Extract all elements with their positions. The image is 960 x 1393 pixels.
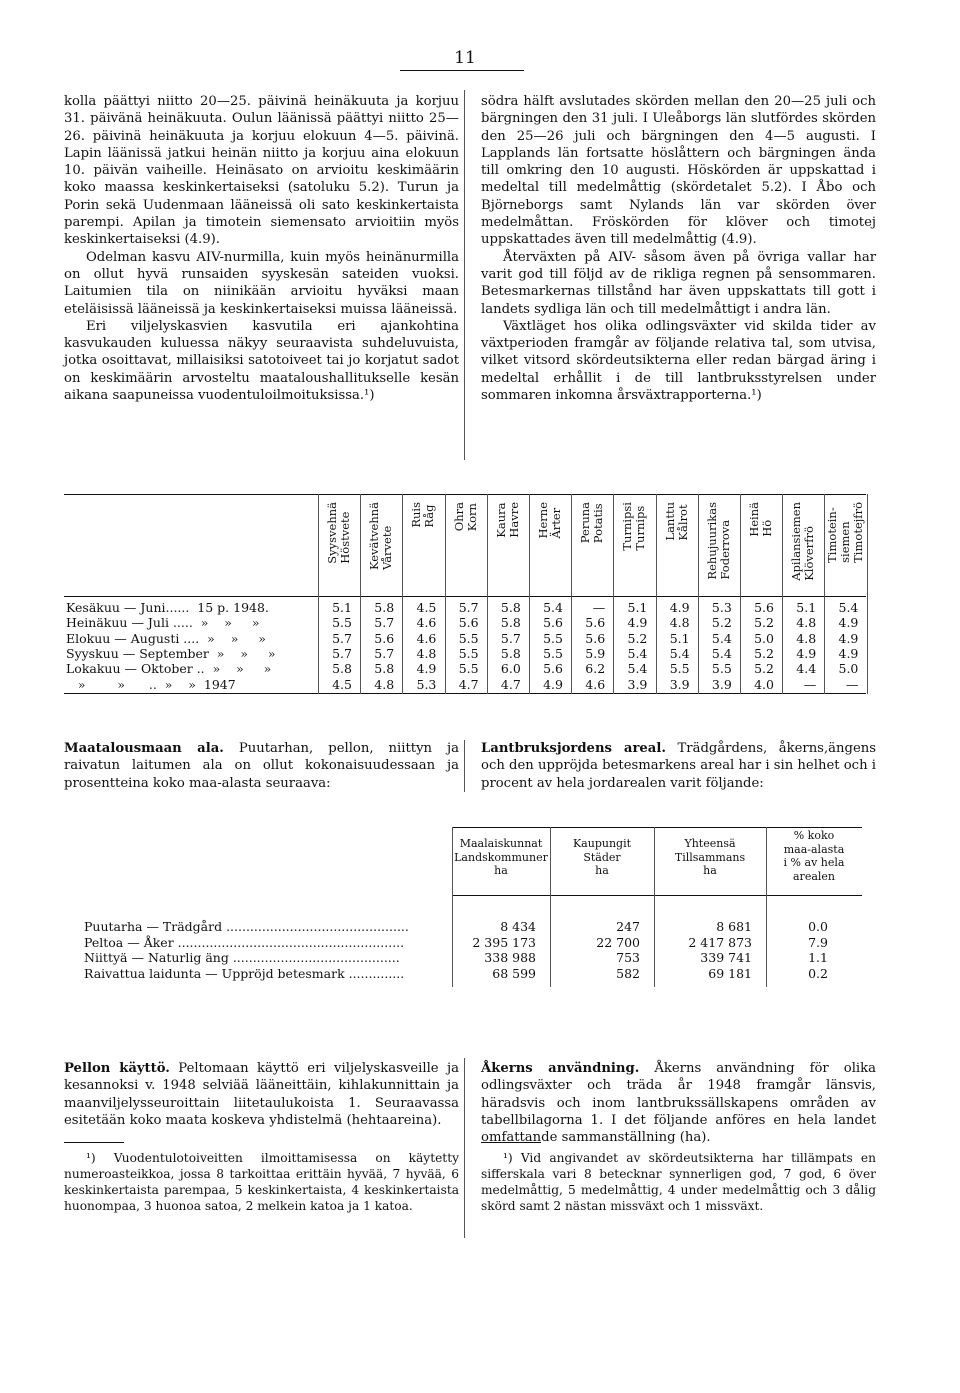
- row-label: Syyskuu — September » » »: [66, 645, 276, 661]
- header-rule: [400, 70, 524, 71]
- table-cell: 3.9: [669, 676, 690, 692]
- column-header-label: Kevätvehnä Vårvete: [367, 502, 395, 571]
- table-cell: —: [845, 676, 859, 692]
- table-cell: 247: [616, 919, 640, 934]
- footnote-rule: [64, 1142, 124, 1143]
- table-cell: 5.7: [458, 600, 479, 615]
- table-cell: 5.0: [754, 630, 774, 646]
- table-cell: 5.5: [458, 661, 479, 677]
- table-cell: 5.7: [374, 615, 395, 631]
- harvest-condition-table: [64, 494, 866, 694]
- column-header-label: Turnipsi Turnips: [620, 502, 648, 551]
- row-label: » » .. » » 1947: [66, 676, 236, 692]
- column-header: [699, 502, 739, 590]
- table-cell: 5.1: [669, 630, 690, 646]
- table-cell: 5.2: [627, 630, 648, 646]
- table-cell: 4.8: [374, 676, 395, 692]
- table-cell: 8 434: [500, 919, 536, 934]
- table-cell: 5.4: [711, 645, 732, 661]
- table-cell: 4.5: [416, 600, 437, 615]
- table-cell: 5.2: [754, 645, 774, 661]
- table-cell: 5.7: [374, 645, 395, 661]
- swedish-paragraph: södra hälft avslutades skörden mellan den 20—25 juli och bärgningen den 31 juli. I Uleåborgs län slutfördes skörden den 25—26 juli och bärgningen den 4—5 augusti. I Lapplands län fortsatte höslåttern och bärgningen ända till omkring den 10 augusti. Höskörden är uppskattad i medeltal till medelmåttig (skördetalet 5.2). I Åbo och Björneborgs samt Nylands län var skörden över medelmåttan. Fröskörden för klöver och timotej uppskattades även till medelmåttig (4.9).: [481, 94, 876, 248]
- usage-section-swedish: [481, 1060, 876, 1146]
- table-cell: 5.6: [374, 630, 395, 646]
- table-cell: 5.6: [543, 615, 563, 631]
- table-top-rule: [64, 494, 866, 495]
- table-cell: 4.6: [416, 630, 437, 646]
- table-cell: 5.5: [669, 661, 690, 677]
- area-text-sv: Trädgårdens, åkerns,ängens och den uppröjda betesmarkens areal har i sin helhet och i procent av hela jordarealen varit följande:: [481, 741, 877, 791]
- table-cell: 3.9: [627, 676, 648, 692]
- usage-heading-fi: Pellon käyttö.: [64, 1061, 170, 1076]
- table-cell: 5.8: [500, 645, 521, 661]
- swedish-paragraph: Återväxten på AIV- såsom även på övriga vallar har varit god till följd av de rikliga regnen på sensommaren. Betesmarkernas tillstånd har även uppskattats till gott i landets sydliga län och till medelmåttigt i andra län.: [481, 249, 876, 317]
- area-heading-sv: Lantbruksjordens areal.: [481, 741, 666, 756]
- table-cell: 4.8: [416, 645, 437, 661]
- table-cell: 22 700: [596, 934, 640, 950]
- column-header: [614, 502, 654, 590]
- column-header: [572, 502, 612, 590]
- table-cell: 753: [616, 950, 640, 965]
- row-label: Kesäkuu — Juni...... 15 p. 1948.: [66, 600, 269, 615]
- table-cell: 5.4: [711, 630, 732, 646]
- table-cell: 5.2: [754, 661, 774, 677]
- table-cell: 4.9: [669, 600, 690, 615]
- column-header-label: Syysvehnä Höstvete: [325, 502, 352, 564]
- finnish-paragraph: kolla päättyi niitto 20—25. päivinä heinäkuuta ja korjuu 31. päivänä heinäkuuta. Oulun läänissä päättyi niitto 25—26. päivinä heinäkuuta ja korjuu elokuun 4—5. päivinä. Lapin läänissä jatkui heinän niitto ja korjuu aina elokuun 10. päivän vaiheille. Heinäsato on arvioitu keskimäärin koko maassa keskinkertaiseksi (satoluku 5.2). Turun ja Porin sekä Uudenmaan lääneissä oli sato keskinkertaista parempi. Apilan ja timotein siemensato arvioitiin myös keskinkertaiseksi (4.9).: [64, 94, 459, 248]
- table-cell: 5.7: [332, 630, 352, 646]
- column-header-label: Lanttu Kålrot: [662, 502, 690, 541]
- table-cell: 2 417 873: [688, 934, 752, 950]
- table-cell: 5.4: [838, 600, 859, 615]
- table-cell: 5.7: [500, 630, 521, 646]
- table-cell: 5.5: [543, 630, 563, 646]
- table-cell: 4.5: [332, 676, 352, 692]
- table-cell: 4.9: [838, 645, 859, 661]
- row-label: Niittyä — Naturlig äng ..........................................: [84, 950, 400, 965]
- table-header-rule: [64, 596, 866, 597]
- column-header: [825, 502, 865, 590]
- column-header: Maalaiskunnat Landskommuner ha: [454, 837, 548, 877]
- table-cell: 5.5: [332, 615, 352, 631]
- table-cell: 5.9: [585, 645, 606, 661]
- usage-text-fi: Peltomaan käyttö eri viljelyskasveille ja kesannoksi v. 1948 selviää lääneittäin, kihlakunnittain ja maanviljelysseuroittain liitetaulukoista 1. Seuraavassa esitetään koko maata koskeva yhdistelmä (hehtaareina).: [64, 1061, 459, 1128]
- table-cell: 5.6: [585, 630, 606, 646]
- table-cell: 5.7: [332, 645, 352, 661]
- table-cell: 5.1: [332, 600, 352, 615]
- area-section-finnish: [64, 740, 459, 792]
- area-text-fi: Puutarhan, pellon, niittyn ja raivatun laitumen ala on ollut kokonaisuudessaan ja prosentteina koko maa-alasta seuraava:: [64, 741, 459, 791]
- table-cell: 2 395 173: [472, 934, 536, 950]
- column-header-label: Rehujuurikas Foderrova: [704, 502, 732, 580]
- table-cell: 4.9: [416, 661, 437, 677]
- table-cell: 4.8: [796, 630, 817, 646]
- table-cell: 4.9: [838, 630, 859, 646]
- finnish-intro-column: [64, 93, 459, 404]
- table-cell: 4.4: [796, 661, 817, 677]
- table-cell: 1.1: [808, 950, 828, 965]
- table-column-divider: [867, 494, 868, 694]
- column-header: [657, 502, 697, 590]
- footnote-sv-text: ¹) Vid angivandet av skördeutsikterna har tillämpats en sifferskala vari 8 betecknar synnerligen god, 7 god, 6 över medelmåttig, 5 medelmåttig, 4 under medelmåttig och 3 dålig skörd samt 2 nästan missväxt och 1 missväxt.: [481, 1151, 876, 1213]
- column-header: [741, 502, 781, 590]
- table-cell: 4.7: [458, 676, 479, 692]
- table-bottom-rule: [64, 693, 866, 694]
- column-header-label: Kaura Havre: [493, 502, 521, 538]
- column-header: [530, 502, 570, 590]
- usage-heading-sv: Åkerns användning.: [481, 1061, 640, 1076]
- table-cell: 5.3: [416, 676, 437, 692]
- table-cell: —: [803, 676, 817, 692]
- table-cell: 5.4: [543, 600, 563, 615]
- table-cell: 5.4: [627, 661, 648, 677]
- table-cell: 4.9: [543, 676, 563, 692]
- table-cell: 5.6: [543, 661, 563, 677]
- column-divider: [464, 90, 465, 460]
- table-cell: 4.9: [627, 615, 648, 631]
- column-header: % koko maa-alasta i % av hela arealen: [783, 829, 845, 883]
- table-cell: 582: [616, 965, 640, 981]
- table-cell: 5.1: [796, 600, 817, 615]
- footnote-rule: [481, 1142, 541, 1143]
- table-cell: 5.8: [374, 661, 395, 677]
- column-header: [403, 502, 443, 590]
- column-header-label: Ruis Råg: [409, 502, 437, 528]
- row-label: Puutarha — Trädgård ..............................................: [84, 919, 409, 934]
- table-cell: 5.5: [543, 645, 563, 661]
- row-label: Elokuu — Augusti .... » » »: [66, 630, 266, 646]
- table-cell: 6.0: [500, 661, 521, 677]
- table-cell: 4.0: [754, 676, 774, 692]
- column-header: [783, 502, 823, 590]
- footnote-finnish: [64, 1150, 459, 1214]
- table-cell: 4.9: [796, 645, 817, 661]
- table-cell: 5.5: [458, 630, 479, 646]
- column-header: Yhteensä Tillsammans ha: [674, 837, 746, 877]
- column-header-label: Ohra Korn: [451, 502, 479, 532]
- land-area-table: [84, 827, 862, 987]
- row-label: Heinäkuu — Juli ..... » » »: [66, 615, 260, 631]
- table-cell: 5.6: [754, 600, 774, 615]
- column-header: [488, 502, 528, 590]
- area-heading-fi: Maatalousmaan ala.: [64, 741, 224, 756]
- table-cell: 339 741: [700, 950, 752, 965]
- column-header: [361, 502, 401, 590]
- table-cell: 338 988: [484, 950, 536, 965]
- row-label: Lokakuu — Oktober .. » » »: [66, 661, 272, 677]
- swedish-intro-column: [481, 93, 876, 404]
- footnote-swedish: [481, 1150, 876, 1214]
- table-cell: 4.7: [500, 676, 521, 692]
- column-header-label: Herne Ärter: [536, 502, 563, 539]
- area-section-swedish: [481, 740, 876, 792]
- table-cell: —: [592, 600, 606, 615]
- table-cell: 5.3: [711, 600, 732, 615]
- table-cell: 3.9: [711, 676, 732, 692]
- footnote-fi-text: ¹) Vuodentulotoiveitten ilmoittamisessa on käytetty numeroasteikkoa, jossa 8 tarkoittaa erittäin hyvää, 7 hyvää, 6 keskinkertaista parempaa, 5 keskinkertaista, 4 keskinkertaista huonompaa, 3 huonoa satoa, 2 melkein katoa ja 1 katoa.: [64, 1151, 459, 1213]
- table-cell: 5.8: [500, 615, 521, 631]
- table-cell: 5.5: [711, 661, 732, 677]
- finnish-paragraph: Eri viljelyskasvien kasvutila eri ajankohtina kasvukauden kuluessa näkyy seuraavista suhdeluvuista, jotka osoittavat, millaisiksi satotoiveet tai jo korjatut sadot on keskimäärin arvosteltu maataloushallitukselle kesän aikana saapuneissa vuodentuloilmoituksissa.¹): [64, 318, 459, 404]
- table-cell: 5.4: [669, 645, 690, 661]
- table-cell: 5.8: [332, 661, 352, 677]
- table-cell: 4.6: [416, 615, 437, 631]
- page-number: 11: [454, 48, 476, 68]
- usage-section-finnish: [64, 1060, 459, 1129]
- table-cell: 0.2: [808, 965, 828, 981]
- row-label: Peltoa — Åker .........................................................: [84, 934, 405, 950]
- table-cell: 5.2: [711, 615, 732, 631]
- table-cell: 5.6: [458, 615, 479, 631]
- table-cell: 0.0: [808, 919, 828, 934]
- swedish-paragraph: Växtläget hos olika odlingsväxter vid skilda tider av växtperioden framgår av följande relativa tal, som utvisa, vilket vitsord skördeutsikterna eller redan bärgad äring i medeltal erhållit i de till lantbruksstyrelsen under sommaren inkomna årsväxtrapporterna.¹): [481, 318, 876, 404]
- usage-text-sv: Åkerns användning för olika odlingsväxter och träda år 1948 framgår länsvis, häradsvis och inom lantbrukssällskapens områden av tabellbilagorna 1. I det följande anföres en hela landet omfattande sammanställning (ha).: [481, 1061, 876, 1146]
- row-label: Raivattua laidunta — Uppröjd betesmark ..............: [84, 965, 405, 981]
- table-cell: 69 181: [708, 965, 752, 981]
- column-header-label: Heinä Hö: [747, 502, 774, 537]
- column-header-label: Timotein- siemen Timotejfrö: [824, 502, 865, 563]
- table-cell: 6.2: [585, 661, 606, 677]
- table-cell: 8 681: [716, 919, 752, 934]
- table-cell: 4.9: [838, 615, 859, 631]
- column-header: [446, 502, 486, 590]
- table-cell: 5.0: [838, 661, 859, 677]
- table-cell: 5.8: [500, 600, 521, 615]
- table-top-rule: [452, 827, 862, 828]
- table-cell: 5.5: [458, 645, 479, 661]
- table-cell: 68 599: [492, 965, 536, 981]
- table-cell: 4.6: [585, 676, 606, 692]
- column-header: [319, 502, 359, 590]
- table-cell: 5.6: [585, 615, 606, 631]
- table-cell: 5.1: [627, 600, 648, 615]
- column-divider: [464, 740, 465, 792]
- column-header: Kaupungit Städer ha: [572, 837, 632, 877]
- finnish-paragraph: Odelman kasvu AIV-nurmilla, kuin myös heinänurmilla on ollut hyvä runsaiden syyskesän sateiden vuoksi. Laitumien tila on niinikään arvioitu hyväksi maan eteläisissä lääneissä ja keskinkertaiseksi muissa lääneissä.: [64, 249, 459, 317]
- table-cell: 5.4: [627, 645, 648, 661]
- column-header-label: Peruna Potatis: [578, 502, 606, 544]
- column-divider: [464, 1058, 465, 1238]
- table-cell: 4.8: [796, 615, 817, 631]
- table-cell: 5.2: [754, 615, 774, 631]
- column-header-label: Apilansiemen Klöverfrö: [789, 502, 817, 581]
- table-cell: 5.8: [374, 600, 395, 615]
- table-cell: 7.9: [808, 934, 828, 950]
- table-cell: 4.8: [669, 615, 690, 631]
- table-header-rule: [452, 895, 862, 896]
